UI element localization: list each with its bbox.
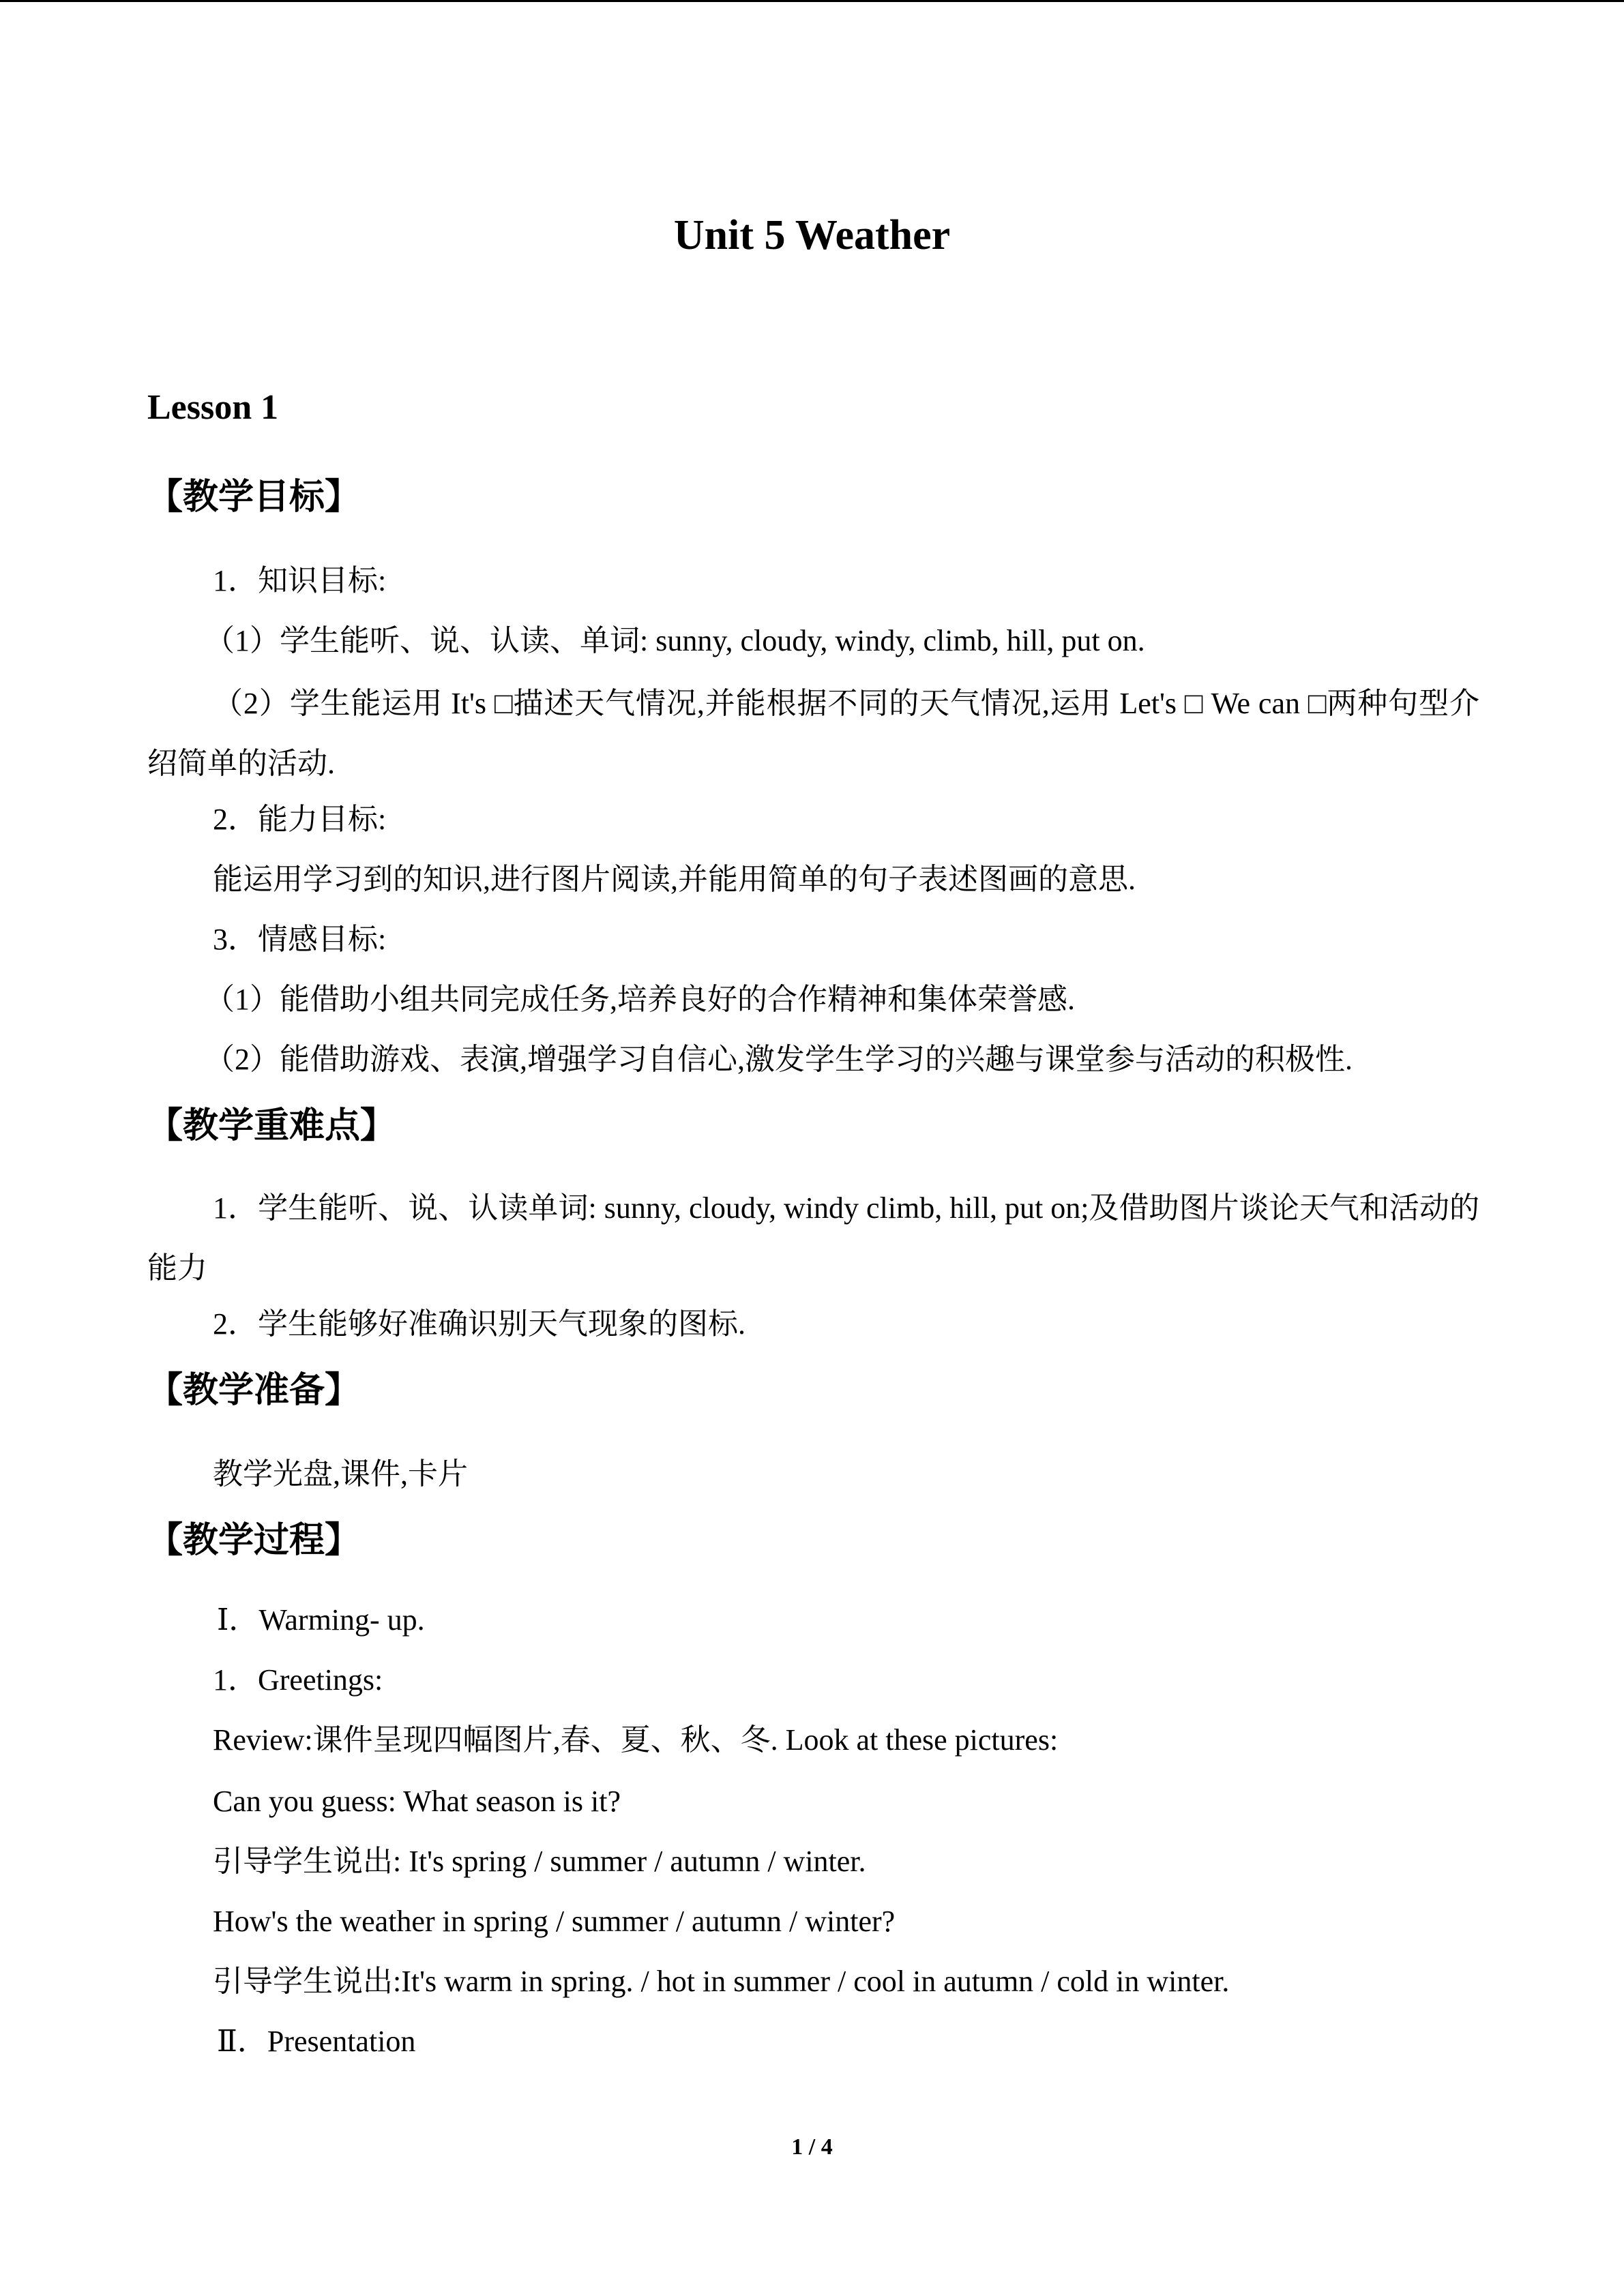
process-step-presentation: Ⅱ．Presentation — [217, 2025, 416, 2058]
process-guess-question: Can you guess: What season is it? — [213, 1785, 621, 1818]
process-step-warming-up: Ⅰ．Warming- up. — [217, 1603, 425, 1637]
section-heading-process: 【教学过程】 — [147, 1520, 361, 1561]
process-review: Review:课件呈现四幅图片,春、夏、秋、冬. Look at these pictures: — [213, 1723, 1059, 1757]
lesson-heading: Lesson 1 — [147, 388, 279, 427]
page-number: 1 / 4 — [791, 2134, 833, 2160]
key-point-1: 1．学生能听、说、认读单词: sunny, cloudy, windy climb, hill, put on;及借助图片谈论天气和活动的能力 — [147, 1191, 1479, 1285]
process-guide-2: 引导学生说出:It's warm in spring. / hot in summer / cool in autumn / cold in winter. — [213, 1965, 1230, 1998]
section-heading-goals: 【教学目标】 — [147, 477, 361, 518]
process-weather-question: How's the weather in spring / summer / autumn / winter? — [213, 1905, 896, 1938]
section-heading-key-points: 【教学重难点】 — [147, 1105, 396, 1146]
section-heading-preparation: 【教学准备】 — [147, 1370, 361, 1411]
knowledge-goal-label: 1．知识目标: — [213, 564, 387, 597]
knowledge-goal-item-1: （1）学生能听、说、认读、单词: sunny, cloudy, windy, climb, hill, put on. — [205, 624, 1145, 657]
key-point-2: 2．学生能够好准确识别天气现象的图标. — [213, 1307, 745, 1341]
emotion-goal-item-1: （1）能借助小组共同完成任务,培养良好的合作精神和集体荣誉感. — [205, 983, 1075, 1016]
ability-goal-item-1: 能运用学习到的知识,进行图片阅读,并能用简单的句子表述图画的意思. — [213, 863, 1136, 896]
top-border-line — [0, 0, 1624, 2]
ability-goal-label: 2．能力目标: — [213, 803, 387, 836]
process-guide-1: 引导学生说出: It's spring / summer / autumn / winter. — [213, 1845, 866, 1878]
knowledge-goal-item-2: （2）学生能运用 It's □描述天气情况,并能根据不同的天气情况,运用 Let's □ We can □两种句型介绍简单的活动. — [147, 687, 1479, 780]
preparation-items: 教学光盘,课件,卡片 — [213, 1457, 468, 1491]
emotion-goal-label: 3．情感目标: — [213, 923, 387, 956]
document-title: Unit 5 Weather — [673, 212, 951, 258]
emotion-goal-item-2: （2）能借助游戏、表演,增强学习自信心,激发学生学习的兴趣与课堂参与活动的积极性. — [205, 1043, 1353, 1076]
process-greetings: 1．Greetings: — [213, 1663, 383, 1697]
